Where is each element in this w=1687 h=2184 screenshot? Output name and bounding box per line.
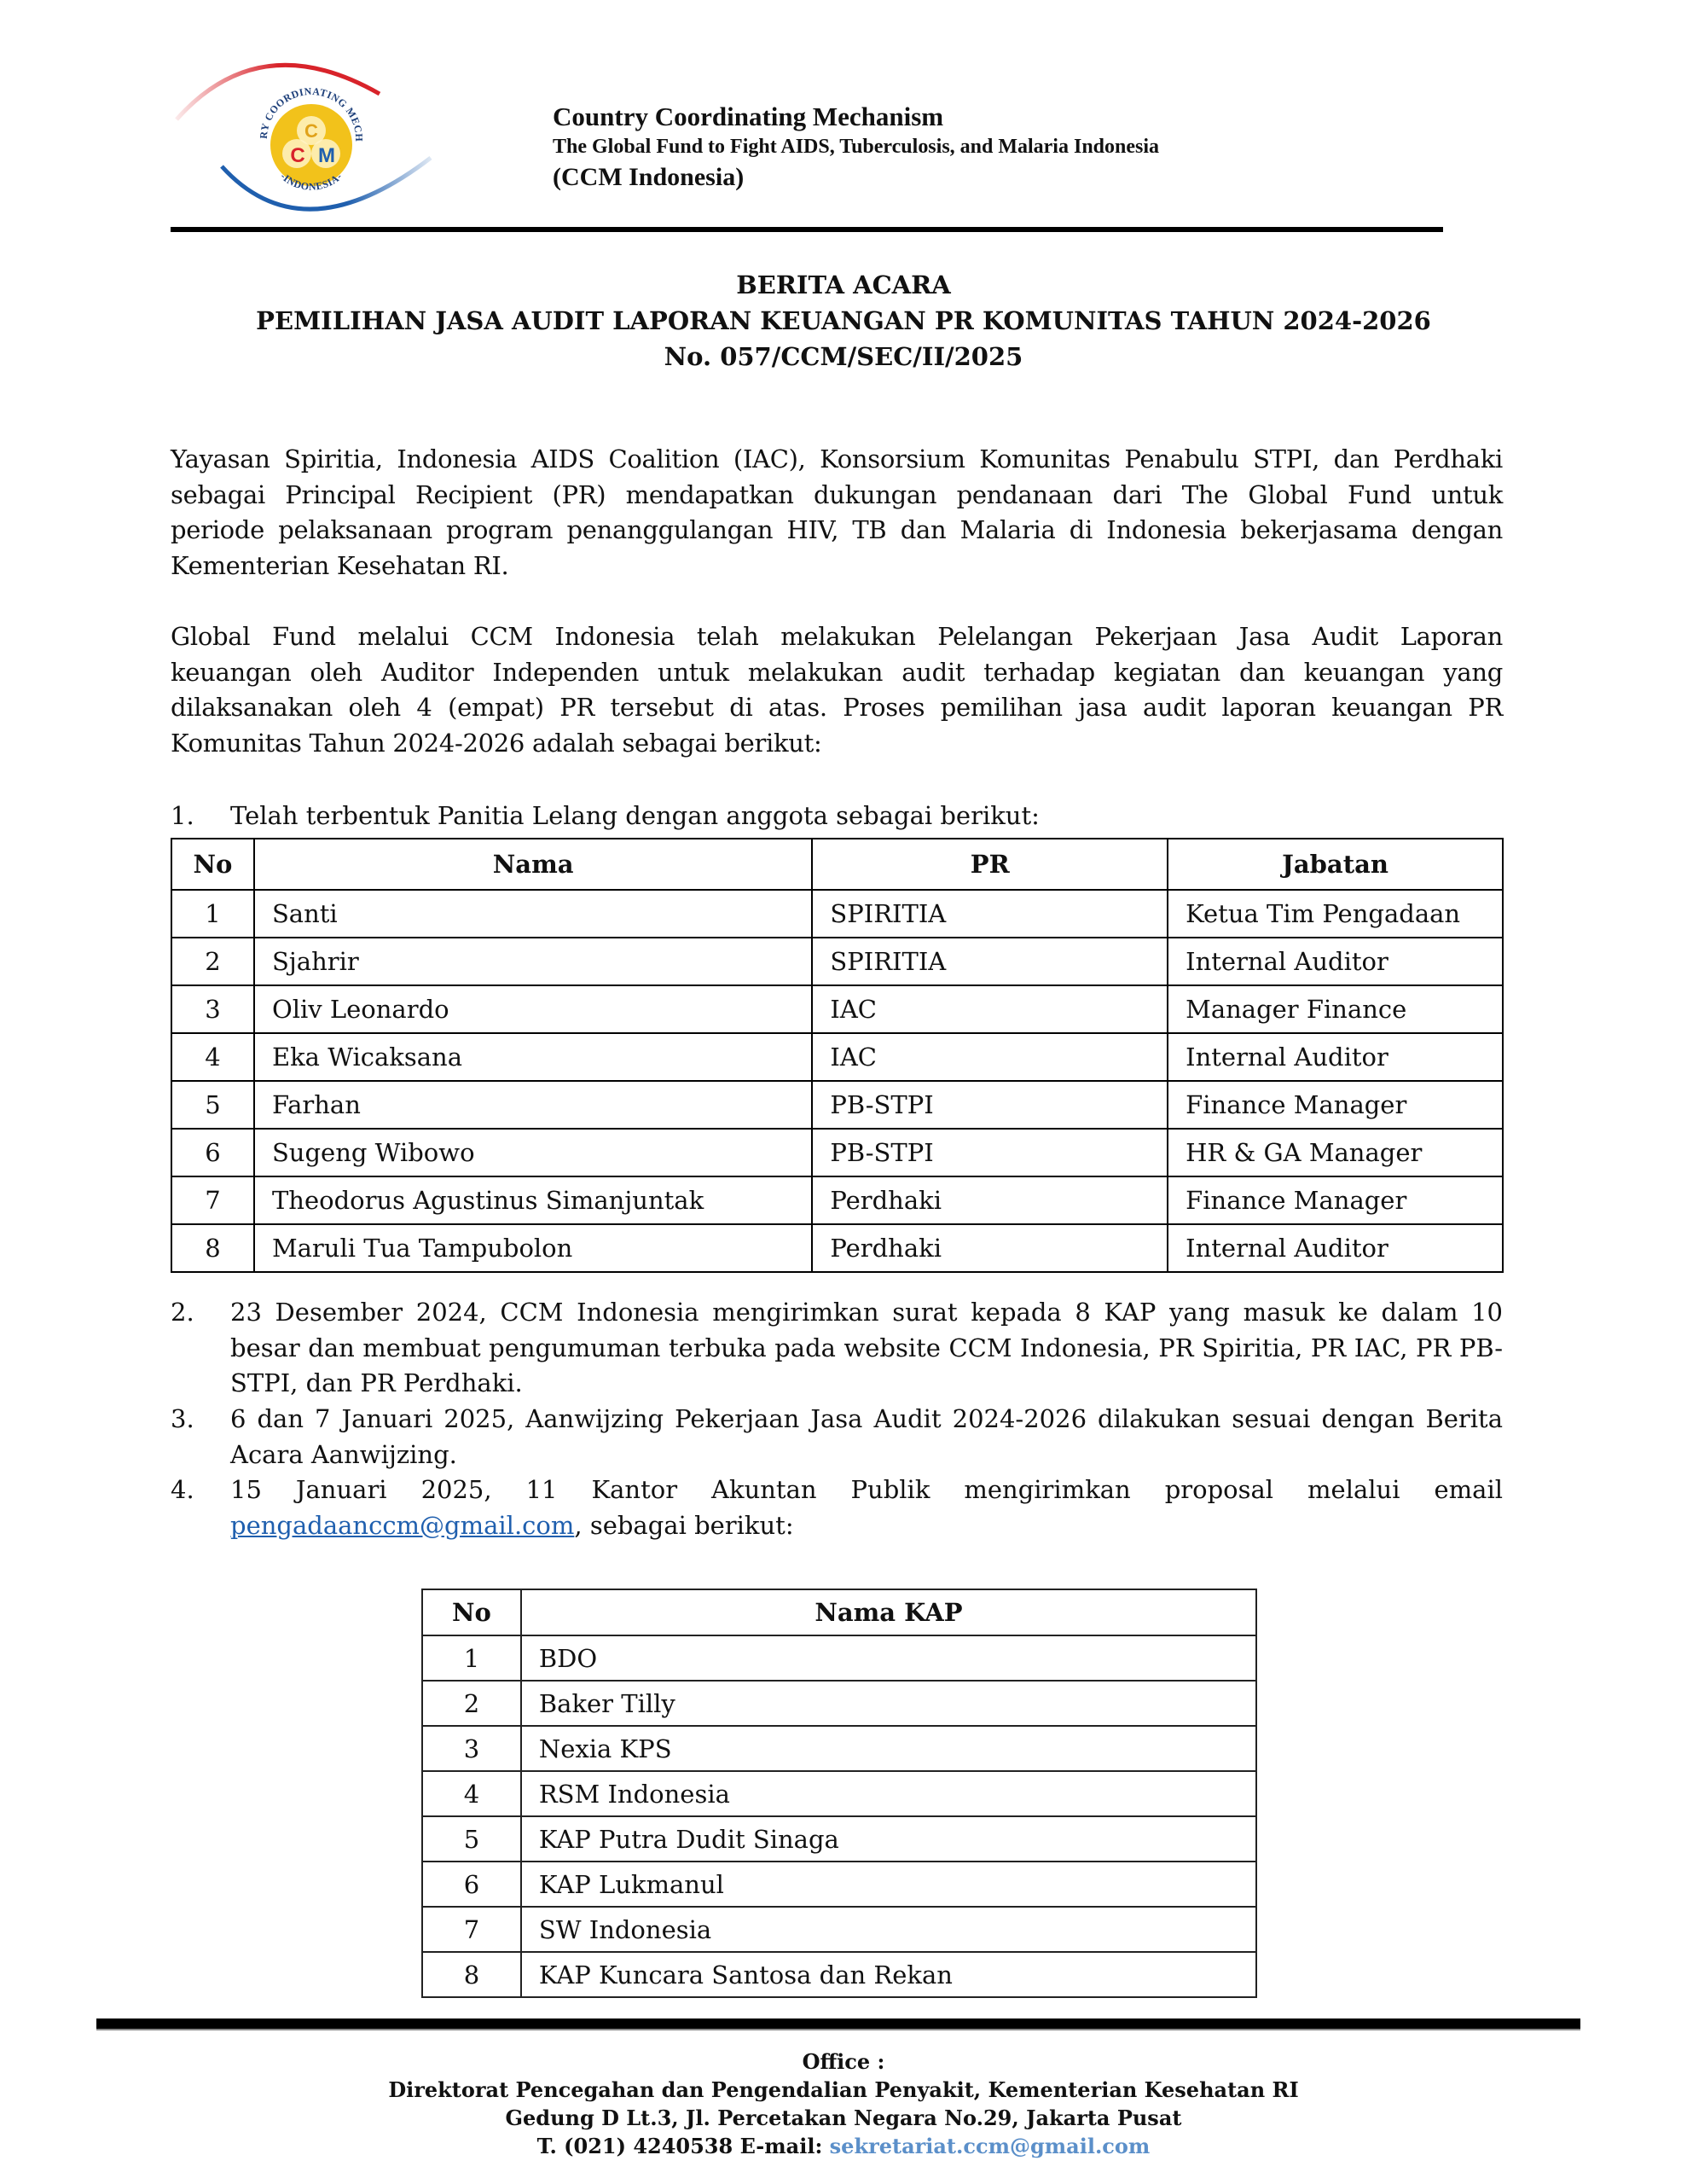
- table-header-row: [422, 1589, 1256, 1635]
- paragraph-line: sebagai Principal Recipient (PR) mendapatkan dukungan pendanaan dari The Global Fund untuk: [171, 479, 1503, 509]
- footer-line-1: Direktorat Pencegahan dan Pengendalian Penyakit, Kementerian Kesehatan RI: [388, 2077, 1299, 2102]
- cell-nama-kap: BDO: [521, 1635, 1256, 1681]
- column-header-no: No: [422, 1589, 521, 1635]
- cell-jabatan: Internal Auditor: [1168, 938, 1503, 985]
- cell-jabatan: Internal Auditor: [1168, 1033, 1503, 1081]
- table-row: [422, 1952, 1256, 1997]
- cell-nama-kap: Nexia KPS: [521, 1726, 1256, 1771]
- table-row: [171, 1129, 1503, 1176]
- cell-nama-kap: KAP Putra Dudit Sinaga: [521, 1816, 1256, 1862]
- list-text: STPI, dan PR Perdhaki.: [230, 1368, 523, 1397]
- process-paragraph: [171, 619, 1503, 761]
- svg-text:-INDONESIA-: -INDONESIA-: [278, 170, 345, 193]
- column-header-pr: PR: [812, 839, 1168, 890]
- cell-no: 1: [171, 890, 254, 938]
- footer-contact: [0, 2132, 1687, 2160]
- ccm-logo: [166, 38, 439, 230]
- cell-no: 6: [422, 1862, 521, 1907]
- cell-nama-kap: KAP Lukmanul: [521, 1862, 1256, 1907]
- svg-text:C: C: [290, 144, 305, 167]
- cell-no: 5: [171, 1081, 254, 1129]
- paragraph-line: periode pelaksanaan program penanggulangan HIV, TB dan Malaria di Indonesia bekerjasama dengan: [171, 515, 1503, 544]
- list-text: 15 Januari 2025, 11 Kantor Akuntan Publik mengirimkan proposal melalui email: [230, 1475, 1503, 1504]
- svg-text:COUNTRY COORDINATING MECHANISM: RY COORDINATING MECH: [257, 84, 366, 142]
- cell-nama-kap: KAP Kuncara Santosa dan Rekan: [521, 1952, 1256, 1997]
- footer-email-link[interactable]: sekretariat.ccm@gmail.com: [829, 2134, 1151, 2158]
- cell-jabatan: Manager Finance: [1168, 985, 1503, 1033]
- cell-nama-kap: Baker Tilly: [521, 1681, 1256, 1726]
- ccm-logo-graphic: [166, 38, 439, 230]
- table-row: [171, 938, 1503, 985]
- cell-jabatan: Finance Manager: [1168, 1081, 1503, 1129]
- cell-no: 4: [171, 1033, 254, 1081]
- cell-pr: PB-STPI: [812, 1129, 1168, 1176]
- list-text: 6 dan 7 Januari 2025, Aanwijzing Pekerjaan Jasa Audit 2024-2026 dilakukan sesuai dengan Berita: [230, 1404, 1503, 1433]
- cell-nama: Sjahrir: [254, 938, 812, 985]
- cell-nama-kap: SW Indonesia: [521, 1907, 1256, 1952]
- cell-nama: Eka Wicaksana: [254, 1033, 812, 1081]
- cell-no: 3: [171, 985, 254, 1033]
- cell-jabatan: Finance Manager: [1168, 1176, 1503, 1224]
- table-row: [422, 1816, 1256, 1862]
- cell-no: 8: [171, 1224, 254, 1272]
- table-row: [171, 1081, 1503, 1129]
- cell-pr: SPIRITIA: [812, 938, 1168, 985]
- cell-no: 7: [171, 1176, 254, 1224]
- cell-pr: Perdhaki: [812, 1224, 1168, 1272]
- paragraph-line: Yayasan Spiritia, Indonesia AIDS Coalition (IAC), Konsorsium Komunitas Penabulu STPI, dan Perdhaki: [171, 444, 1503, 473]
- cell-nama: Sugeng Wibowo: [254, 1129, 812, 1176]
- cell-nama: Santi: [254, 890, 812, 938]
- table-row: [171, 1033, 1503, 1081]
- org-name: Country Coordinating Mechanism: [553, 102, 944, 131]
- list-number: 1.: [171, 801, 194, 830]
- footer-phone: T. (021) 4240538 E-mail:: [536, 2134, 830, 2158]
- document-title: [0, 267, 1687, 375]
- list-text-with-email: [230, 1508, 1503, 1544]
- paragraph-line: Kementerian Kesehatan RI.: [171, 550, 509, 580]
- document-number: No. 057/CCM/SEC/II/2025: [664, 342, 1023, 371]
- cell-pr: PB-STPI: [812, 1081, 1168, 1129]
- list-text: Telah terbentuk Panitia Lelang dengan anggota sebagai berikut:: [230, 801, 1040, 830]
- list-text-rest: , sebagai berikut:: [574, 1510, 794, 1540]
- list-number: 4.: [171, 1475, 194, 1504]
- cell-nama: Theodorus Agustinus Simanjuntak: [254, 1176, 812, 1224]
- list-number: 3.: [171, 1404, 194, 1433]
- list-text: besar dan membuat pengumuman terbuka pada website CCM Indonesia, PR Spiritia, PR IAC, PR PB-: [230, 1333, 1503, 1362]
- paragraph-line: keuangan oleh Auditor Independen untuk melakukan audit terhadap kegiatan dan keuangan yang: [171, 657, 1503, 687]
- list-text: 23 Desember 2024, CCM Indonesia mengirimkan surat kepada 8 KAP yang masuk ke dalam 10: [230, 1298, 1503, 1327]
- column-header-no: No: [171, 839, 254, 890]
- table-row: [171, 890, 1503, 938]
- cell-no: 3: [422, 1726, 521, 1771]
- cell-no: 7: [422, 1907, 521, 1952]
- cell-nama: Maruli Tua Tampubolon: [254, 1224, 812, 1272]
- org-short-name: (CCM Indonesia): [553, 163, 745, 191]
- proposal-email-link[interactable]: pengadaanccm@gmail.com: [230, 1510, 575, 1540]
- cell-no: 6: [171, 1129, 254, 1176]
- cell-nama: Oliv Leonardo: [254, 985, 812, 1033]
- header-divider: [171, 227, 1443, 232]
- cell-pr: Perdhaki: [812, 1176, 1168, 1224]
- table-row: [422, 1862, 1256, 1907]
- table-row: [171, 985, 1503, 1033]
- table-row: [422, 1681, 1256, 1726]
- table-row: [171, 1224, 1503, 1272]
- column-header-nama: Nama: [254, 839, 812, 890]
- svg-text:C: C: [304, 120, 318, 142]
- intro-paragraph: [171, 442, 1503, 584]
- cell-no: 2: [422, 1681, 521, 1726]
- table-row: [171, 1176, 1503, 1224]
- footer-divider: [96, 2018, 1580, 2030]
- cell-no: 1: [422, 1635, 521, 1681]
- column-header-nama-kap: Nama KAP: [521, 1589, 1256, 1635]
- title-line-1: BERITA ACARA: [736, 270, 951, 299]
- cell-no: 5: [422, 1816, 521, 1862]
- footer-line-2: Gedung D Lt.3, Jl. Percetakan Negara No.29, Jakarta Pusat: [505, 2106, 1182, 2130]
- cell-no: 8: [422, 1952, 521, 1997]
- cell-nama-kap: RSM Indonesia: [521, 1771, 1256, 1816]
- kap-table: [421, 1589, 1257, 1998]
- footer-office-label: Office :: [802, 2049, 885, 2074]
- cell-jabatan: HR & GA Manager: [1168, 1129, 1503, 1176]
- list-text: Acara Aanwijzing.: [230, 1439, 457, 1469]
- paragraph-line: Komunitas Tahun 2024-2026 adalah sebagai berikut:: [171, 728, 822, 758]
- paragraph-line: Global Fund melalui CCM Indonesia telah melakukan Pelelangan Pekerjaan Jasa Audit Laporan: [171, 622, 1503, 651]
- cell-pr: SPIRITIA: [812, 890, 1168, 938]
- committee-table: [171, 838, 1504, 1273]
- cell-jabatan: Ketua Tim Pengadaan: [1168, 890, 1503, 938]
- table-row: [422, 1907, 1256, 1952]
- cell-nama: Farhan: [254, 1081, 812, 1129]
- column-header-jabatan: Jabatan: [1168, 839, 1503, 890]
- paragraph-line: dilaksanakan oleh 4 (empat) PR tersebut di atas. Proses pemilihan jasa audit laporan keuangan PR: [171, 693, 1503, 722]
- table-row: [422, 1726, 1256, 1771]
- cell-no: 4: [422, 1771, 521, 1816]
- footer: [0, 2048, 1687, 2160]
- org-subtitle: The Global Fund to Fight AIDS, Tuberculosis, and Malaria Indonesia: [553, 136, 1160, 158]
- cell-pr: IAC: [812, 1033, 1168, 1081]
- cell-pr: IAC: [812, 985, 1168, 1033]
- title-line-2: PEMILIHAN JASA AUDIT LAPORAN KEUANGAN PR KOMUNITAS TAHUN 2024-2026: [256, 306, 1431, 335]
- svg-text:M: M: [318, 144, 335, 167]
- table-header-row: [171, 839, 1503, 890]
- list-number: 2.: [171, 1298, 194, 1327]
- letterhead-text: [553, 101, 1159, 195]
- table-row: [422, 1771, 1256, 1816]
- table-row: [422, 1635, 1256, 1681]
- cell-no: 2: [171, 938, 254, 985]
- cell-jabatan: Internal Auditor: [1168, 1224, 1503, 1272]
